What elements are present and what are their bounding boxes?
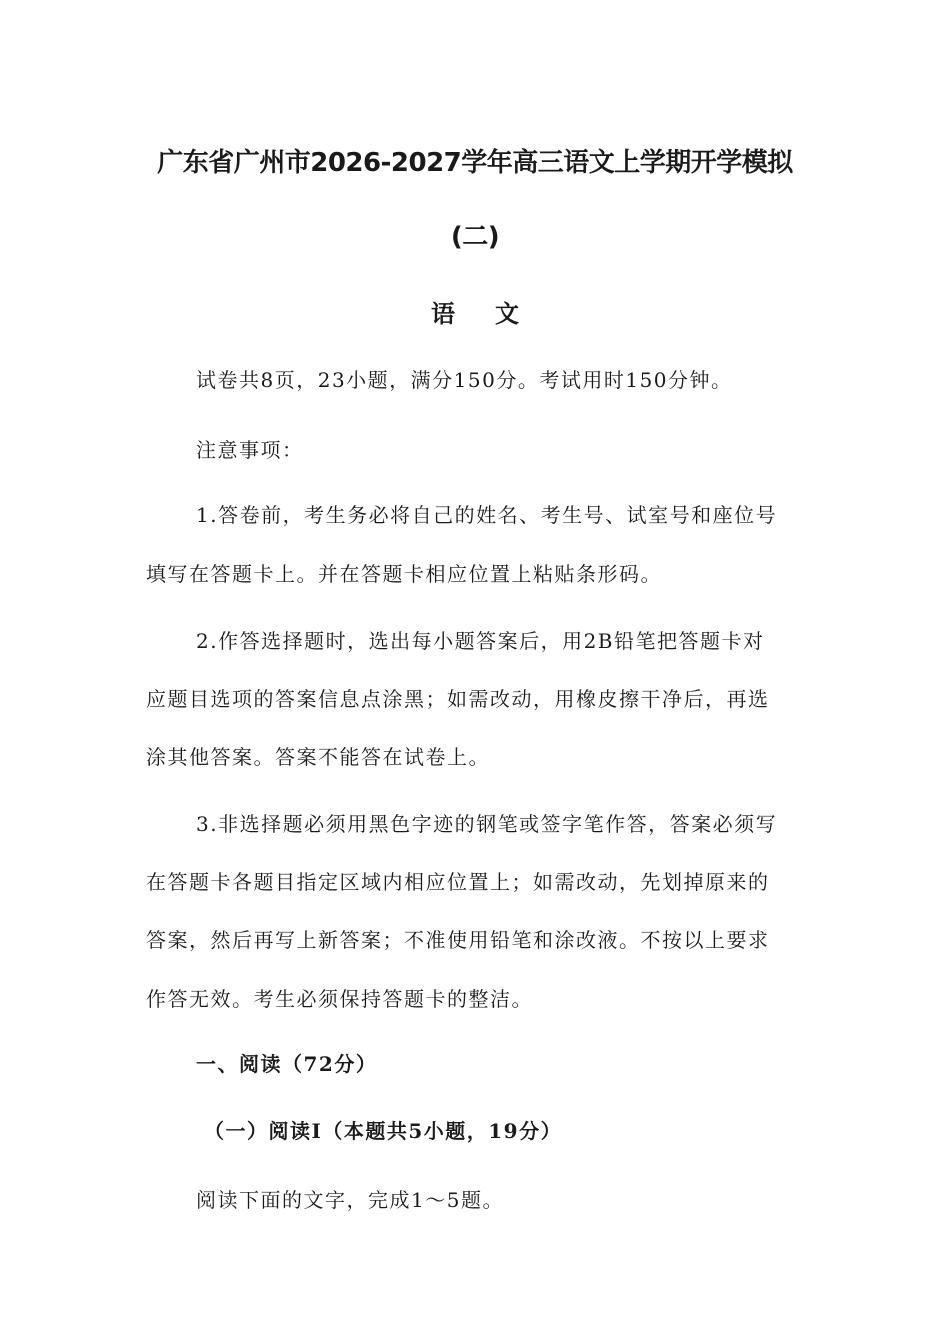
notice-item-2-line-1: 2.作答选择题时，选出每小题答案后，用2B铅笔把答题卡对 — [196, 629, 765, 653]
subsection-heading: （一）阅读I（本题共5小题，19分） — [204, 1119, 563, 1143]
notice-heading: 注意事项： — [196, 438, 304, 462]
subject-heading: 语文 — [431, 299, 559, 328]
notice-item-2-line-3: 涂其他答案。答案不能答在试卷上。 — [146, 745, 490, 769]
exam-title: 广东省广州市2026-2027学年高三语文上学期开学模拟 — [157, 148, 793, 178]
notice-item-3-line-4: 作答无效。考生必须保持答题卡的整洁。 — [146, 987, 533, 1011]
exam-intro: 试卷共8页，23小题，满分150分。考试用时150分钟。 — [196, 368, 733, 392]
section-heading: 一、阅读（72分） — [196, 1052, 378, 1076]
notice-item-3-line-2: 在答题卡各题目指定区域内相应位置上；如需改动，先划掉原来的 — [146, 870, 770, 894]
exam-title-suffix: (二) — [450, 222, 500, 252]
notice-item-3-line-1: 3.非选择题必须用黑色字迹的钢笔或签字笔作答，答案必须写 — [196, 812, 778, 836]
notice-item-2-line-2: 应题目选项的答案信息点涂黑；如需改动，用橡皮擦干净后，再选 — [146, 687, 770, 711]
notice-item-3-line-3: 答案，然后再写上新答案；不准使用铅笔和涂改液。不按以上要求 — [146, 928, 770, 952]
notice-item-1-line-2: 填写在答题卡上。并在答题卡相应位置上粘贴条形码。 — [146, 562, 662, 586]
reading-instruction: 阅读下面的文字，完成1～5题。 — [196, 1188, 504, 1212]
notice-item-1-line-1: 1.答卷前，考生务必将自己的姓名、考生号、试室号和座位号 — [196, 503, 778, 527]
